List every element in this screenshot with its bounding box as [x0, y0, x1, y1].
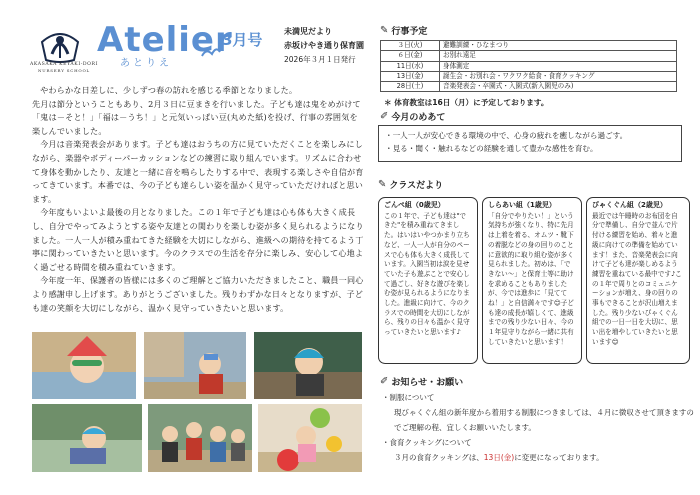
classes-title: クラスだより — [389, 181, 444, 191]
table-row — [381, 41, 677, 51]
pencil-icon: ✐ — [380, 111, 389, 122]
intro-paragraph: 先月は節分ということもあり、2月３日に豆まきを行いました。子ども達は鬼をめがけて「鬼は－そと！」「福は－うち！」と元気いっぱい豆(丸めた紙)を投げ、行事の雰囲気を楽しんでいました。 — [32, 98, 361, 136]
schedule-event: 音楽発表会・卒園式・入園式(新入園児のみ) — [440, 82, 677, 92]
school-name-en: AKASAKA KEYAKI-DORI — [29, 62, 99, 67]
aims-box — [378, 125, 682, 162]
class-text: 「自分でやりたい！」という気持ちが強くなり、特に先月は上着を着る、オムツ・靴下の着脱などの身の回りのことに意欲的に取り組む姿が多く見られました。初めは、「できない～」と保育士等に助けを求めることもありましたが、今では進歩に「見ててね！」と自信満々です😊子ども達の成長が嬉しくて、進級までの残り少ない日々、今の１年見守りながら一緒に共有していきたいと思います！ — [488, 211, 574, 346]
class-name: しらあい組（1歳児） — [488, 201, 556, 209]
intro-paragraph: やわらかな日差しに、少しずつ春の訪れを感じる季節となりました。 — [40, 85, 298, 95]
publisher-name: 赤坂けやき通り保育園 — [284, 41, 364, 50]
aim-item: ・一人一人が安心できる環境の中で、心身の疲れを癒しながら過ごす。 — [385, 131, 628, 140]
class-name: びゃくぐん組（2歳児） — [592, 201, 667, 209]
title-ruby: あとりえ — [120, 58, 172, 69]
schedule-heading — [380, 24, 427, 37]
table-row — [381, 61, 677, 71]
intro-paragraph: 今年度もいよいよ最後の月となりました。この１年で子ども達は心も体も大きく成長し、自分でやってみようとする姿や友達との関わりを楽しむ姿が多く見られるようになりました。一人一人が積み重ねてきた経験を大切にしながら、進級への期待を持てるよう丁寧に関わっていきたいと思います。今のクラスでの生活を存分に楽しみ、安心して心地よく過ごせる時間を積み重ねていきます。 — [32, 207, 364, 272]
intro-text — [32, 84, 364, 315]
notices-heading — [380, 375, 463, 388]
schedule-table — [380, 40, 677, 92]
schedule-title: 行事予定 — [391, 27, 428, 37]
schedule-event: 誕生会・お別れ会・ワクワク給食・食育クッキング — [440, 71, 677, 81]
school-name-en-sub: NURSERY SCHOOL — [37, 68, 91, 73]
schedule-date: ６日(金) — [381, 51, 440, 61]
intro-paragraph: 今年度一年、保護者の皆様には多くのご理解とご協力いただきましたこと、職員一同心より感謝申し上げます。ありがとうございました。残りわずかな日々となりますが、子ども達の笑顔を大切にしながら、温かく見守っていきたいと思います。 — [32, 275, 364, 313]
schedule-date: 11日(水) — [381, 61, 440, 71]
pencil-icon: ✐ — [380, 376, 389, 387]
pin-icon: ✎ — [380, 25, 389, 36]
schedule-date: 13日(金) — [381, 71, 440, 81]
photo-child-balloons — [258, 404, 362, 472]
notices-body — [382, 390, 694, 465]
notice-heading: ・食育クッキングについて — [382, 438, 472, 447]
notice-highlight-date: 13日(金) — [483, 453, 515, 462]
intro-paragraph: 今月は音楽発表会があります。子ども達はおうちの方に見ていただくことを楽しみにしながら、楽器やボディーパーカッションなどの練習に取り組んでいます。リズムに合わせて身体を動かしたり、友達と一緒に音を鳴らしたりする中で、表現する楽しさや自信が育ってきています。本番では、今の子ども達らしい姿を温かく見守っていただければと思います。 — [32, 139, 364, 204]
notice-text-after: に変更になっております。 — [514, 453, 604, 462]
schedule-note: ＊ 体育教室は16日（月）に予定しております。 — [384, 98, 549, 107]
publication-type: 未満児だより — [284, 27, 332, 36]
aims-heading — [380, 110, 445, 123]
aim-item: ・見る・聞く・触れるなどの経験を通して豊かな感性を育む。 — [385, 144, 598, 153]
paw-icon — [200, 44, 222, 58]
table-row — [381, 51, 677, 61]
photo-child-lying — [32, 404, 142, 472]
classes-heading — [378, 178, 443, 191]
school-logo-icon — [38, 24, 82, 64]
pencil-icon: ✎ — [378, 179, 387, 190]
class-text: 最近では午睡時のお布団を自分で準備し、自分で並んで片付ける練習を始め、着々と進級に向けての準備を始めています！また、音楽発表会に向けて子ども達が楽しめるよう練習を重ねている最中です♪この１年で周りとのコミュニケーションが増え、身の回りの事もできることが沢山増えました。残り少ないびゃくぐん組での一日一日を大切に、思い出を増やしていきたいと思います😊 — [592, 211, 682, 346]
notices-title: お知らせ・お願い — [391, 378, 464, 388]
schedule-event: お別れ遠足 — [440, 51, 677, 61]
photo-children-group — [148, 404, 252, 472]
notice-text — [382, 450, 694, 465]
class-name: ごんぺ組（0歳児） — [384, 201, 445, 209]
newsletter-title: Atelier — [97, 20, 233, 60]
schedule-date: 28日(土) — [381, 82, 440, 92]
photo-child-outdoor — [144, 332, 246, 399]
publish-date: 2026年３月１日発行 — [284, 55, 356, 64]
notice-heading: ・制服について — [382, 393, 435, 402]
class-card-byakugun — [586, 197, 690, 364]
class-card-shiraai — [482, 197, 582, 364]
table-row — [381, 71, 677, 81]
issue-label: 3月号 — [222, 31, 263, 49]
notice-text-before: ３月の食育クッキングは、 — [394, 453, 484, 462]
class-text: この１年で、子ども達は"できた"を積み重ねてきました。はいはいやつかまり立ちなど、一人一人が自分のペースで心も体も大きく成長しています。入園当初は涙を見せていた子も遊ぶことで安心して過ごし、好きな遊びを楽しむ姿が見られるようになりました。進級に向けて、今のクラスでの時間を大切にしながら、残りの日々も温かく見守っていきたいと思います♪ — [384, 211, 470, 337]
table-row — [381, 82, 677, 92]
photo-child-helmet — [254, 332, 362, 399]
schedule-date: ３日(火) — [381, 41, 440, 51]
schedule-event: 避難訓練・ひなまつり — [440, 41, 677, 51]
class-card-gonpe — [378, 197, 478, 364]
notice-text: 現びゃくぐん組の新年度から着用する制服につきましては、４月に徴収させて頂きますのでご理解の程、宜しくお願いいたします。 — [394, 408, 694, 432]
aims-title: 今月のめあて — [391, 113, 446, 123]
photo-child-party-hat — [32, 332, 136, 399]
schedule-event: 身体測定 — [440, 61, 677, 71]
